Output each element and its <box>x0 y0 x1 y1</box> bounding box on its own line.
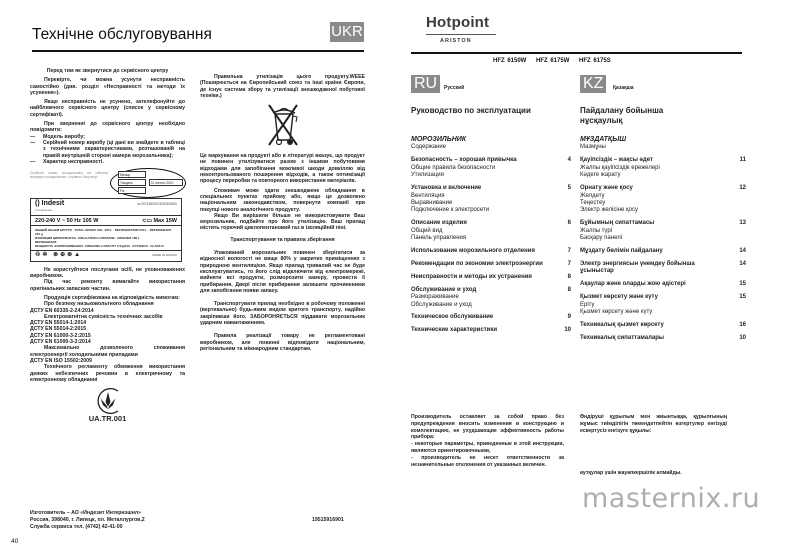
toc-page-number: 5 <box>567 185 571 192</box>
standard-code: ДСТУ EN 55014-2:2015 <box>30 326 87 333</box>
table-of-contents-kz <box>580 136 746 348</box>
model: HFZ 6175W <box>536 58 570 64</box>
toc-page-number: 16 <box>739 321 746 328</box>
plate-subline: Холодильник <box>35 208 53 213</box>
page-title: Технічне обслуговування <box>32 26 212 43</box>
rating-plate <box>30 198 182 262</box>
toc-entry[interactable] <box>580 248 746 255</box>
plate-brand: () Indesit <box>35 200 65 208</box>
toc-entry[interactable] <box>580 261 746 276</box>
list-item: — Модель виробу; <box>30 134 185 140</box>
toc-entry-title: Электр энергиясын үнемдеу бойынша ұсыныстар <box>580 260 695 275</box>
plate-serial: № 00714600/0 5030304000 <box>137 202 177 207</box>
standard-label: Про безпеку низьковольтного обладнання <box>44 301 154 308</box>
toc-subentry: Выравнивание <box>411 199 453 206</box>
standard-label: Електромагнітна сумісність технічних засобів <box>44 313 163 320</box>
standard-code: ДСТУ EN 61000-3-3:2014 <box>30 339 91 346</box>
certification-icons: ♲✲ ⊛⊕⊛▲ <box>35 252 83 259</box>
toc-page-number: 7 <box>567 260 571 267</box>
page-number: 40 <box>11 538 19 545</box>
paragraph: Правила реалізації товару не регламентовані виробником, але повинні відповідати національним, регіональним та міжнародним стандартам. <box>200 333 365 352</box>
logo-main: Hotpoint <box>426 14 490 31</box>
lamp-icon: ⊂▭ <box>142 217 154 224</box>
toc-page-number: 12 <box>739 185 746 192</box>
toc-entry-title: Ақаулар және оларды жою әдістері <box>580 281 686 288</box>
toc-entry-title: Бұйымның сипаттамасы <box>580 220 655 227</box>
toc-subentry: Басқару панелі <box>580 235 623 242</box>
standard-code: ДСТУ EN ISO 15502:2009 <box>30 357 92 364</box>
toc-page-number: 14 <box>739 247 746 254</box>
toc-entry[interactable] <box>411 314 571 321</box>
toc-subentry: Жалпы қауіпсіздік ережелері <box>580 164 660 171</box>
left-column-disposal <box>200 74 365 355</box>
toc-entry[interactable] <box>411 274 571 281</box>
box-week: Тиждень <box>118 179 146 186</box>
logo-sub: ARISTON <box>440 38 472 44</box>
toc-subentry: Вентиляция <box>411 192 445 199</box>
toc-section-title: МҰЗДАТҚЫШ <box>580 136 627 143</box>
toc-contents-label: Мазмұны <box>580 144 606 150</box>
plate-rows: ОБЩИЙ ОБЪЕМ БРУТТО · TOTAL GROSS VOL. 220 L · REFRIGERATOR 220 L · REFRIGERANT 100 g ИЗОЛЯЦИЯ ЦИКЛОПЕНТАН · INSULATION C-PENTANE · FREEZER 180 L REFRIGERANT МОЩНОСТЬ ЗАМОРАЖИВАНИЯ · FREEZING CAPACITY 9 Kg/24h · SYSTEM N · CLASS N <box>35 227 172 249</box>
plate-callout <box>26 168 186 198</box>
crossed-bin-icon <box>266 102 300 148</box>
toc-page-number: 9 <box>567 314 571 321</box>
toc-subentry: Обслуживание и уход <box>411 301 472 308</box>
box-date: 11 лютого 2010 <box>149 179 183 186</box>
toc-entry-title: Установка и включение <box>411 185 482 192</box>
plate-made-in: MADE IN RUSSIA <box>152 253 177 258</box>
toc-entry[interactable] <box>411 185 571 215</box>
toc-entry[interactable] <box>411 327 571 334</box>
toc-entry-title: Технические характеристики <box>411 327 498 334</box>
paragraph: При зверненні до сервісного центру необхідно повідомити: <box>30 121 185 134</box>
toc-entry-title: Неисправности и методы их устранения <box>411 273 532 280</box>
toc-subentry: Размораживание <box>411 294 459 301</box>
standard-code: ДСТУ EN 61000-3-2:2015 <box>30 332 91 339</box>
paragraph: Споживач може здати знешкоджене обладнання в спеціальних пунктах прийому або, якщо це дозволено національним законодавством, повернути компанії при покупці нового аналогічного продукту. <box>200 187 365 213</box>
document-number: 19515916901 <box>312 517 344 523</box>
toc-subentry: Утилизация <box>411 172 444 179</box>
toc-page-number: 14 <box>739 260 746 267</box>
transport-heading: Транспортування та правила зберігання <box>230 236 335 243</box>
paragraph: Продукція сертифікована на відповідність вимогам: <box>44 294 180 301</box>
standard-code: ДСТУ EN 60335-2-24:2014 <box>30 307 94 314</box>
toc-subentry: Қызмет көрсету және күту <box>580 308 653 315</box>
model-list <box>493 58 618 64</box>
manual-title-ru: Руководство по эксплуатации <box>411 106 531 115</box>
toc-entry[interactable] <box>580 185 746 215</box>
toc-entry[interactable] <box>411 248 571 255</box>
toc-page-number: 10 <box>564 327 571 334</box>
model: HFZ 6175S <box>579 58 611 64</box>
header-rule <box>411 52 742 54</box>
language-badge-kz: KZ <box>580 75 606 93</box>
manual-title-kz: Пайдалану бойынша нұсқаулық <box>580 106 664 125</box>
watermark: masternix.ru <box>582 483 761 514</box>
manufacturer-info: Изготовитель – АО «Индезит Интернэшнл» Россия, 398040, г. Липецк, пл. Металлургов,2 Служба сервиса тел. (4742) 42-41-00 <box>30 510 145 530</box>
toc-page-number: 10 <box>739 334 746 341</box>
standard-code: ДСТУ EN 55014-1:2014 <box>30 320 87 327</box>
toc-entry[interactable] <box>411 287 571 309</box>
toc-page-number: 8 <box>567 286 571 293</box>
toc-entry[interactable] <box>580 220 746 242</box>
toc-entry-title: Техникалық қызмет көрсету <box>580 321 664 328</box>
disclaimer-kz: Өндіруші құрылым мен жиынтыққа, құрылғының жұмыс тиімділігін төмендетпейтін өзгертулер енгізуді ескертусіз енгізуге құқылы: аутқулар үшін жауапкершілік алмайды. <box>580 414 727 477</box>
table-of-contents-ru <box>411 136 571 340</box>
toc-entry-title: Мұздату бөлімін пайдалану <box>580 247 663 254</box>
toc-subentry: Подключение к электросети <box>411 207 490 214</box>
toc-subentry: Жалпы түрі <box>580 227 613 234</box>
toc-page-number: 15 <box>739 281 746 288</box>
toc-subentry: Теңестеу <box>580 199 606 206</box>
paragraph: Це маркування на продукті або в літературі вказує, що продукт не повинен утилізуватися разом з іншими побутовими відходами для запобігання можливої шкоди довкіллю від неконтрольованого поширення відходів, а також оптимізації процесу переробки та повторного використання матеріалів. <box>200 153 365 185</box>
model: HFZ 6150W <box>493 58 527 64</box>
toc-entry-title: Қауіпсіздік – жақсы әдет <box>580 157 653 164</box>
info-list <box>30 134 185 165</box>
ua-mark-label: UA.TR.001 <box>88 414 127 424</box>
weee-heading: Правильна утилізація цього продукту.WEEE (Поширюється на Європейський союз та інші країни Європи, де існує система збору та утилізації знешкодженої побутової техніки.) <box>200 74 365 99</box>
hotpoint-ariston-logo <box>426 14 496 44</box>
paragraph: Якщо несправність не усунено, зателефонуйте до найближчого сервісного центру (список у сервісному сертифікаті). <box>30 99 185 118</box>
plate-lamp: ⊂▭ Max 15W <box>142 217 177 224</box>
toc-entry-title: Техническое обслуживание <box>411 314 494 321</box>
toc-entry-title: Использование морозильного отделения <box>411 247 535 254</box>
toc-entry-title: Қызмет көрсету және күту <box>580 294 658 301</box>
weee-bin-illustration <box>200 102 365 148</box>
paragraph: Транспортувати прилад необхідно в робочому положенні (вертикально) будь-яким видом критого транспорту, надійно закріпивши його. ЗАБОРОНЯЄТЬСЯ піддавати морозильник ударним навантаженням. <box>200 301 365 327</box>
box-month: Місяць <box>118 171 146 178</box>
toc-subentry: Кәдеге жарату <box>580 172 621 179</box>
toc-page-number: 8 <box>567 273 571 280</box>
toc-entry-title: Безопасность – хорошая привычка <box>411 157 517 164</box>
toc-entry-title: Техникалық сипаттамалары <box>580 334 665 341</box>
ua-conformity-mark <box>30 387 185 422</box>
toc-entry[interactable] <box>580 281 746 288</box>
toc-page-number: 6 <box>567 220 571 227</box>
list-item: — Характер несправності. <box>30 159 185 165</box>
toc-entry-title: Описание изделия <box>411 220 467 227</box>
toc-subentry: Желдету <box>580 192 605 199</box>
language-badge-ukr: UKR <box>331 23 363 40</box>
language-name-kz: Қазақша <box>613 85 634 91</box>
toc-page-number: 15 <box>739 294 746 301</box>
date-boxes <box>118 171 146 195</box>
toc-subentry: Общий вид <box>411 227 443 234</box>
box-year: Рік <box>118 187 146 194</box>
paragraph: Якщо Ви вирішили більше не використовувати Ваш морозильник, подбайте про його утилізацію. Ваш прилад містить горючий циклопентановий газ в ізоляційній піні. <box>200 212 365 232</box>
toc-entry[interactable] <box>411 261 571 268</box>
paragraph: Упакований морозильник повинен зберігатися за відносної вологості не вище 80% у закритих приміщеннях з природною вентиляцією. Якщо прилад тривалий час не буде експлуатуватись, то його слід відключити від електромережі, вийняти всі продукти, розморозити камеру, провести її прибирання. Двері після прибирання залишити прочиненими для запобігання появи запаху. <box>200 250 365 294</box>
disclaimer-ru: Производитель оставляет за собой право без предупреждения вносить изменения в конструкцию и комплектацию, не ухудшающие эффективность работы прибора: - некоторые параметры, приведенные в этой инструкции, являются ориентировочными, - производитель не несет ответственности за незначительные отклонения от указанных величин. <box>411 414 564 468</box>
brand-logo-icon: () <box>35 200 40 208</box>
toc-entry[interactable] <box>580 322 746 329</box>
paragraph: Під час ремонту вимагайте використання оригінальних запасних частин. <box>30 279 185 292</box>
paragraph: Не користуйтеся послугами осіб, не уповноважених виробником. <box>30 266 185 280</box>
standard-label: Максимально дозволеного споживання електроенергії холодильними приладами <box>30 345 185 358</box>
title-rule <box>32 50 364 52</box>
toc-contents-label: Содержание <box>411 144 447 150</box>
toc-subentry: Общие правила безопасности <box>411 164 496 171</box>
language-name-ru: Русский <box>444 85 465 91</box>
rating-plate-illustration <box>26 168 186 262</box>
toc-entry[interactable] <box>580 157 746 179</box>
ua-mark-icon <box>93 387 123 415</box>
toc-entry-title: Обслуживание и уход <box>411 286 477 293</box>
plate-spec: 220-240 V ~ 50 Hz 105 W <box>35 217 99 224</box>
toc-page-number: 13 <box>739 220 746 227</box>
toc-page-number: 4 <box>567 157 571 164</box>
toc-page-number: 7 <box>567 247 571 254</box>
service-heading: Перед тим як звернутися до сервісного центру <box>46 68 169 74</box>
toc-entry[interactable] <box>411 157 571 179</box>
plate-note: Серійний номер холодильника на табличці всередині холодильника, з правого боку вгорі <box>30 171 108 180</box>
toc-subentry: Электр желісіне қосу <box>580 207 638 214</box>
toc-entry-title: Рекомендации по экономии электроэнергии <box>411 260 543 267</box>
language-badge-ru: RU <box>411 75 440 93</box>
left-column-service <box>30 68 185 422</box>
toc-entry[interactable] <box>580 335 746 342</box>
toc-page-number: 11 <box>739 157 746 164</box>
toc-entry-title: Орнату және қосу <box>580 185 633 192</box>
right-page <box>397 0 794 553</box>
standard-label: Технічного регламенту обмеження використання деяких небезпечних речовин в електричному та електронному обладнанні <box>30 364 185 383</box>
toc-subentry: Еріту <box>580 301 595 308</box>
toc-subentry: Панель управления <box>411 235 467 242</box>
toc-entry[interactable] <box>411 220 571 242</box>
toc-section-title: МОРОЗИЛЬНИК <box>411 136 467 143</box>
list-item: — Серійний номер виробу (ці дані ви знайдете в таблиці з технічними характеристиками, розташованій на правій внутрішній стороні камери морозильника); <box>30 140 185 159</box>
toc-entry[interactable] <box>580 294 746 316</box>
paragraph: Перевірте, чи можна усунути несправність самостійно (див. розділ «Несправності та методи їх усунення»). <box>30 77 185 96</box>
